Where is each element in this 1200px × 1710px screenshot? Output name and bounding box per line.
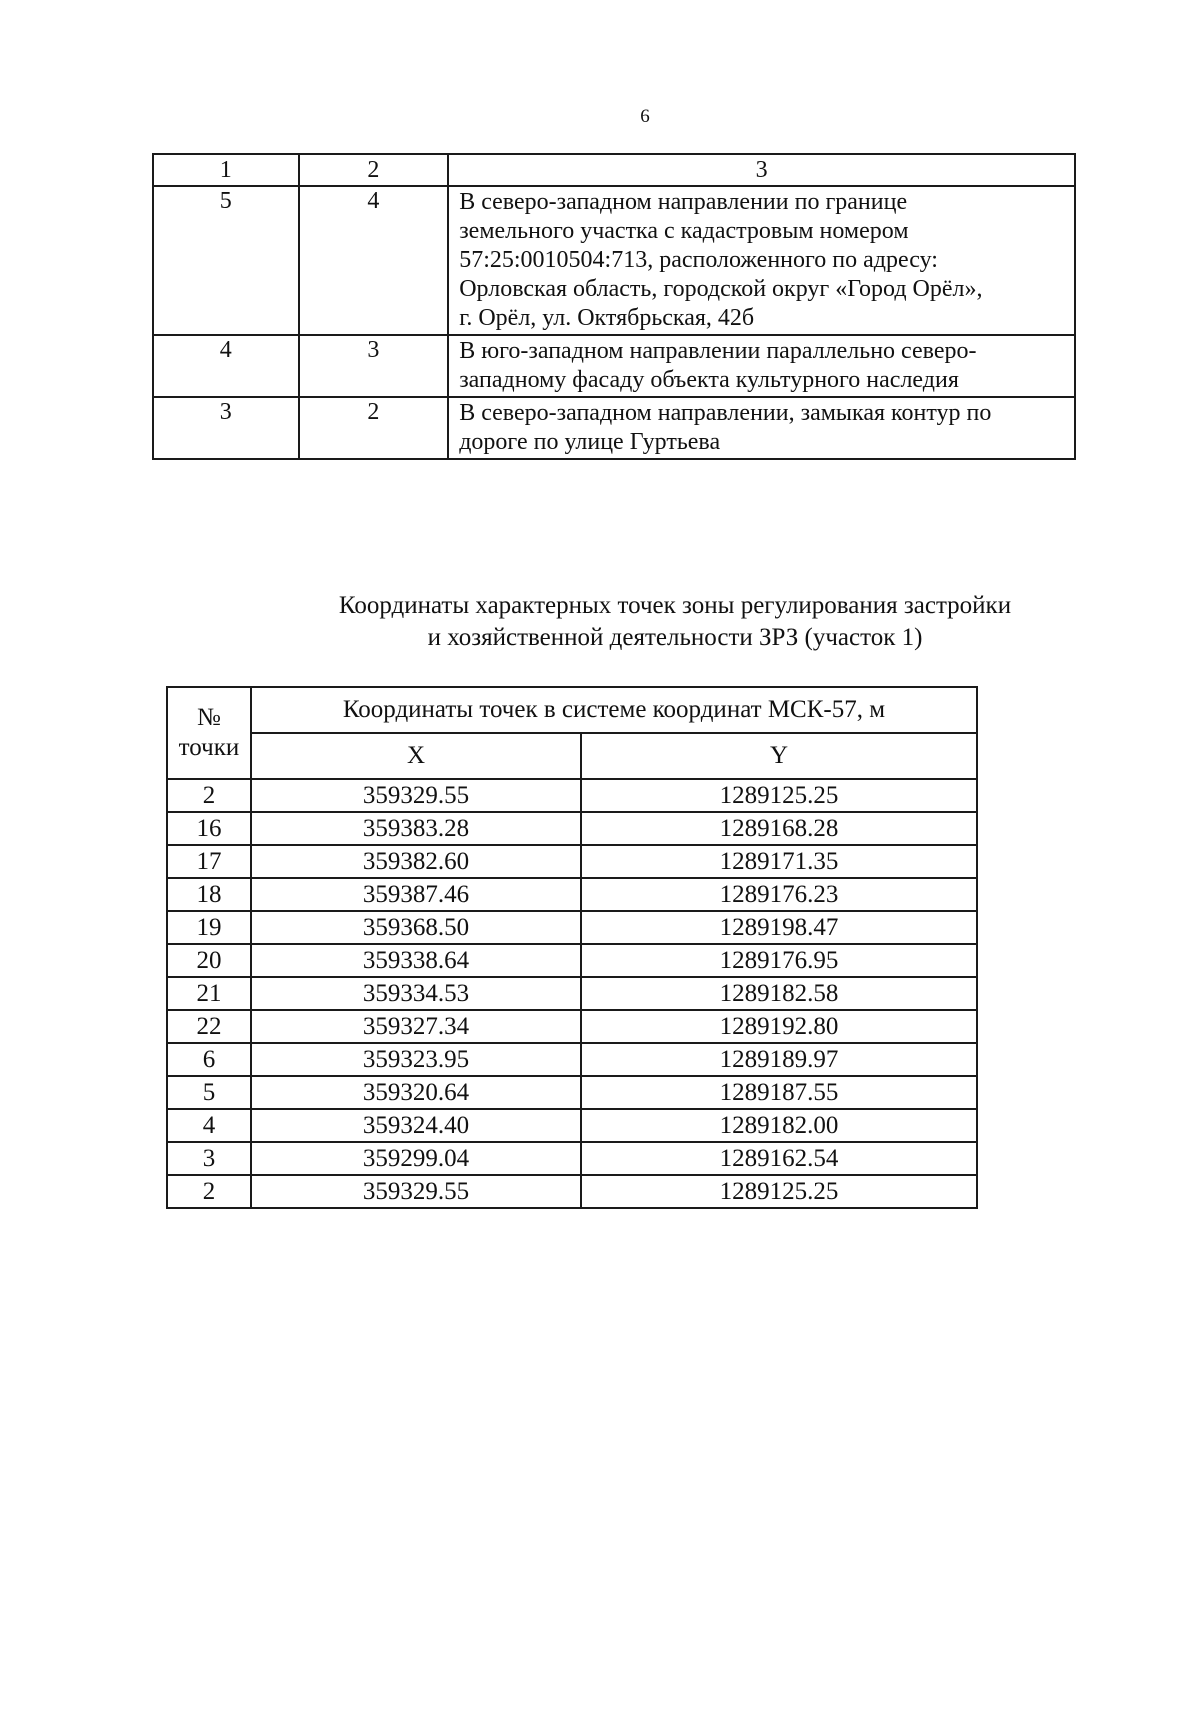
y-coordinate-cell: 1289189.97 — [581, 1043, 977, 1076]
x-axis-header: X — [251, 733, 581, 779]
description-line: 57:25:0010504:713, расположенного по адресу: — [459, 247, 938, 273]
coordinates-table-body — [167, 779, 977, 1208]
x-coordinate-cell: 359387.46 — [251, 878, 581, 911]
x-coordinate-cell: 359338.64 — [251, 944, 581, 977]
description-line: западному фасаду объекта культурного наследия — [459, 367, 959, 393]
coordinate-row — [167, 1043, 977, 1076]
x-coordinate-cell: 359382.60 — [251, 845, 581, 878]
y-coordinate-cell: 1289176.95 — [581, 944, 977, 977]
description-line: дороге по улице Гуртьева — [459, 429, 721, 455]
point-number-cell: 2 — [167, 1175, 251, 1208]
description-line: земельного участка с кадастровым номером — [459, 218, 909, 244]
coordinates-section-title — [160, 590, 1190, 654]
point-number-cell: 18 — [167, 878, 251, 911]
x-coordinate-cell: 359329.55 — [251, 779, 581, 812]
coordinate-row — [167, 779, 977, 812]
point-number-header — [167, 687, 251, 779]
coordinate-row — [167, 878, 977, 911]
coordinate-row — [167, 812, 977, 845]
x-coordinate-cell: 359368.50 — [251, 911, 581, 944]
description-line: г. Орёл, ул. Октябрьская, 42б — [459, 305, 755, 331]
coordinate-row — [167, 911, 977, 944]
page-number: 6 — [640, 106, 650, 127]
y-coordinate-cell: 1289187.55 — [581, 1076, 977, 1109]
description-line: Орловская область, городской округ «Город Орёл», — [459, 276, 983, 302]
coordinate-row — [167, 845, 977, 878]
description-line: В северо-западном направлении по границе — [459, 189, 908, 215]
y-coordinate-cell: 1289198.47 — [581, 911, 977, 944]
coordinate-row — [167, 1010, 977, 1043]
coordinate-row — [167, 1142, 977, 1175]
boundary-from-point: 3 — [153, 397, 299, 459]
x-coordinate-cell: 359324.40 — [251, 1109, 581, 1142]
coordinates-table — [166, 686, 978, 1209]
boundary-to-point: 4 — [299, 186, 449, 335]
boundary-row — [153, 397, 1075, 459]
point-number-cell: 19 — [167, 911, 251, 944]
boundary-row — [153, 335, 1075, 397]
description-line: В юго-западном направлении параллельно северо- — [459, 338, 977, 364]
coordinate-row — [167, 1109, 977, 1142]
x-coordinate-cell: 359323.95 — [251, 1043, 581, 1076]
coordinate-row — [167, 1175, 977, 1208]
point-number-cell: 20 — [167, 944, 251, 977]
y-coordinate-cell: 1289168.28 — [581, 812, 977, 845]
x-coordinate-cell: 359329.55 — [251, 1175, 581, 1208]
point-number-cell: 21 — [167, 977, 251, 1010]
section-title-line-1: Координаты характерных точек зоны регулирования застройки — [338, 592, 1012, 619]
boundary-from-point: 4 — [153, 335, 299, 397]
boundary-description — [448, 397, 1075, 459]
boundary-column-3-header: 3 — [448, 154, 1075, 186]
boundary-description — [448, 335, 1075, 397]
coordinate-system-header: Координаты точек в системе координат МСК-57, м — [251, 687, 977, 733]
boundary-from-point: 5 — [153, 186, 299, 335]
point-number-cell: 16 — [167, 812, 251, 845]
x-coordinate-cell: 359299.04 — [251, 1142, 581, 1175]
coordinate-row — [167, 1076, 977, 1109]
x-coordinate-cell: 359320.64 — [251, 1076, 581, 1109]
coordinates-header-row — [167, 687, 977, 733]
x-coordinate-cell: 359383.28 — [251, 812, 581, 845]
description-line: В северо-западном направлении, замыкая контур по — [459, 400, 992, 426]
point-number-cell: 22 — [167, 1010, 251, 1043]
y-coordinate-cell: 1289182.00 — [581, 1109, 977, 1142]
boundary-description — [448, 186, 1075, 335]
section-title-line-2: и хозяйственной деятельности ЗРЗ (участок 1) — [427, 624, 923, 651]
y-coordinate-cell: 1289125.25 — [581, 1175, 977, 1208]
axis-header-row — [167, 733, 977, 779]
y-coordinate-cell: 1289162.54 — [581, 1142, 977, 1175]
point-number-header-word: точки — [178, 734, 240, 761]
x-coordinate-cell: 359334.53 — [251, 977, 581, 1010]
coordinate-row — [167, 977, 977, 1010]
y-coordinate-cell: 1289176.23 — [581, 878, 977, 911]
boundary-to-point: 3 — [299, 335, 449, 397]
boundary-row — [153, 186, 1075, 335]
y-coordinate-cell: 1289171.35 — [581, 845, 977, 878]
boundary-description-table — [152, 153, 1076, 460]
coordinate-row — [167, 944, 977, 977]
point-number-cell: 3 — [167, 1142, 251, 1175]
y-coordinate-cell: 1289125.25 — [581, 779, 977, 812]
boundary-column-2-header: 2 — [299, 154, 449, 186]
point-number-cell: 17 — [167, 845, 251, 878]
boundary-column-1-header: 1 — [153, 154, 299, 186]
boundary-to-point: 2 — [299, 397, 449, 459]
y-coordinate-cell: 1289192.80 — [581, 1010, 977, 1043]
x-coordinate-cell: 359327.34 — [251, 1010, 581, 1043]
point-number-cell: 6 — [167, 1043, 251, 1076]
boundary-table-header-row — [153, 154, 1075, 186]
y-axis-header: Y — [581, 733, 977, 779]
point-number-header-sign: № — [197, 704, 221, 731]
point-number-cell: 5 — [167, 1076, 251, 1109]
point-number-cell: 4 — [167, 1109, 251, 1142]
y-coordinate-cell: 1289182.58 — [581, 977, 977, 1010]
point-number-cell: 2 — [167, 779, 251, 812]
